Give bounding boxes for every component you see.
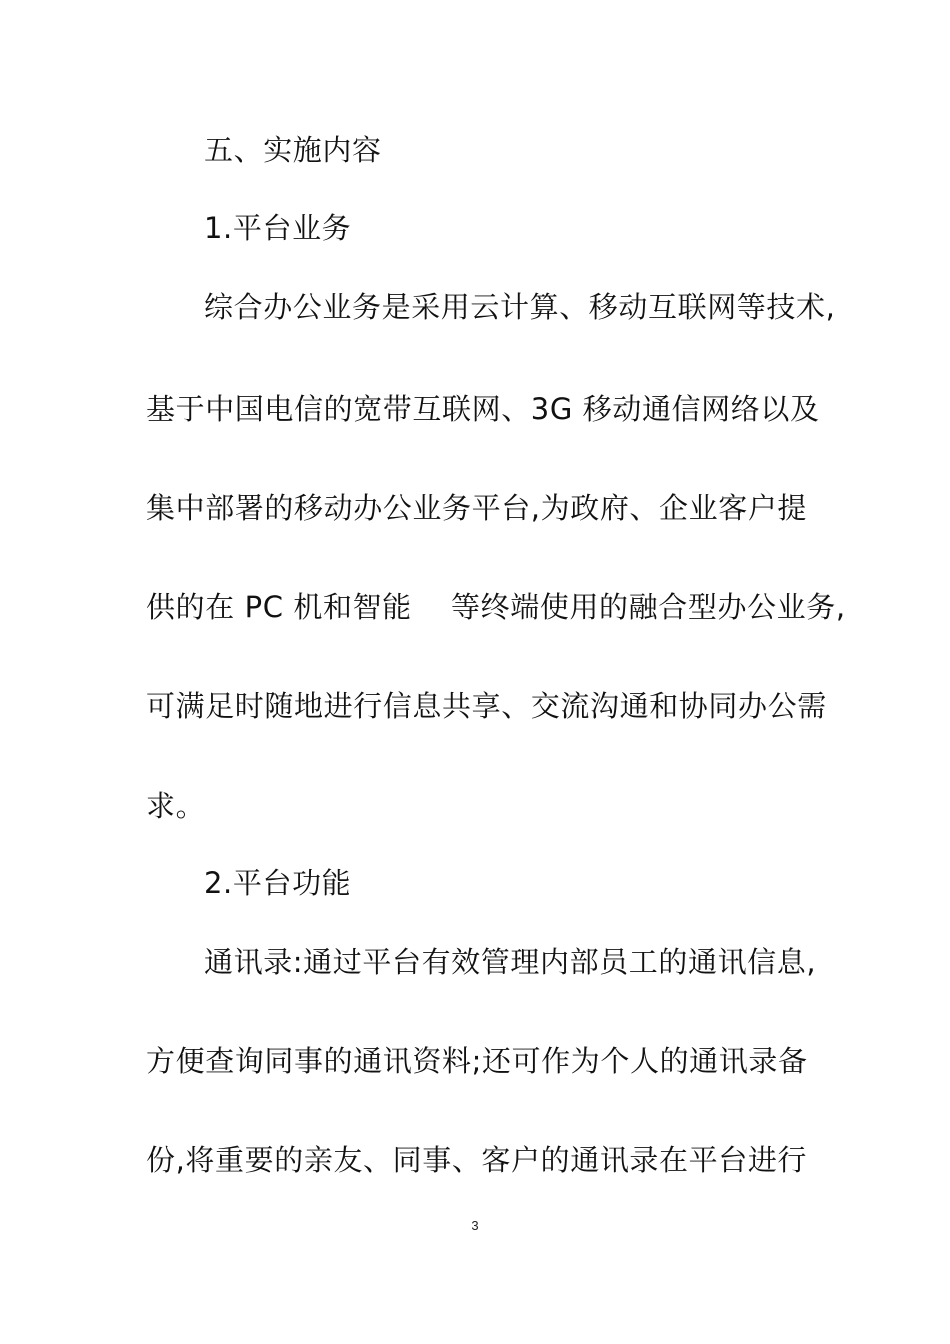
subsection-heading: 2.平台功能 xyxy=(204,866,352,900)
paragraph-line: 供的在 PC 机和智能 等终端使用的融合型办公业务, xyxy=(146,590,846,624)
paragraph-line: 份,将重要的亲友、同事、客户的通讯录在平台进行 xyxy=(146,1143,808,1177)
paragraph-line: 方便查询同事的通讯资料;还可作为个人的通讯录备 xyxy=(146,1044,808,1078)
paragraph-line: 求。 xyxy=(146,789,206,823)
paragraph-line: 通讯录:通过平台有效管理内部员工的通讯信息, xyxy=(204,945,817,979)
paragraph-line: 综合办公业务是采用云计算、移动互联网等技术, xyxy=(204,290,836,324)
subsection-heading: 1.平台业务 xyxy=(204,211,352,245)
paragraph-line: 基于中国电信的宽带互联网、3G 移动通信网络以及 xyxy=(146,392,820,426)
page-number: 3 xyxy=(471,1218,479,1233)
paragraph-line: 集中部署的移动办公业务平台,为政府、企业客户提 xyxy=(146,491,808,525)
paragraph-line: 可满足时随地进行信息共享、交流沟通和协同办公需 xyxy=(146,689,827,723)
section-heading: 五、实施内容 xyxy=(204,133,382,167)
